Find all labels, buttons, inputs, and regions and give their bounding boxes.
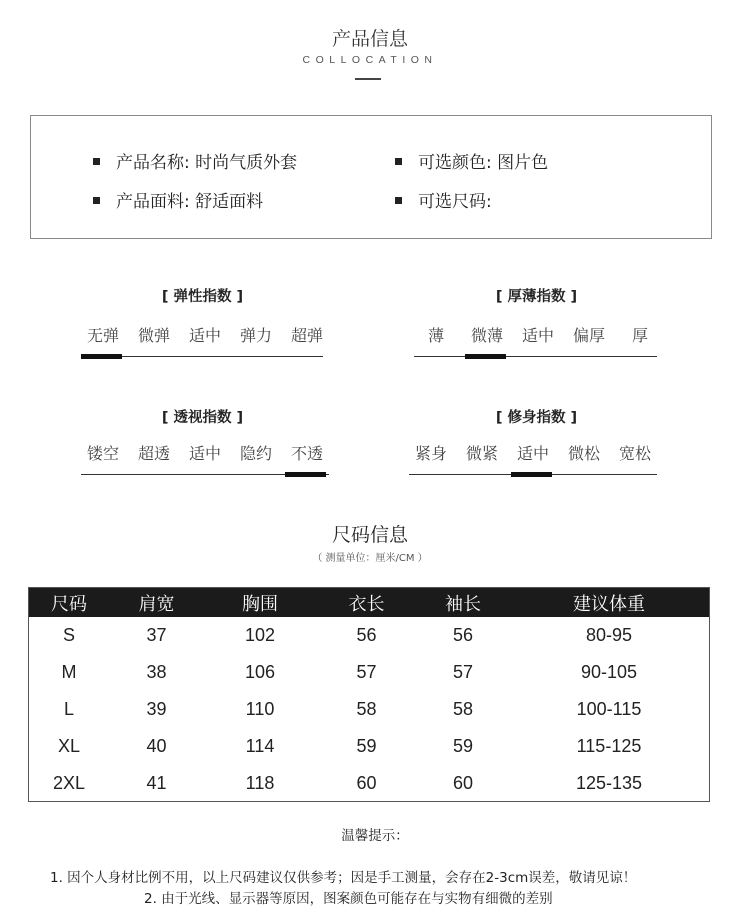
- table-cell: 39: [146, 699, 167, 719]
- index-title: [ 弹性指数 ]: [161, 289, 244, 305]
- table-cell: 2XL: [52, 773, 86, 793]
- index-block-fit: [414, 406, 659, 427]
- scale-label-thickness: 适中: [521, 326, 554, 345]
- scale-label-fit: 微松: [567, 444, 600, 463]
- scale-selected-marker-elasticity: [81, 354, 122, 359]
- table-cell: 80-95: [585, 625, 633, 645]
- table-row: [29, 728, 709, 765]
- scale-label-fit: 宽松: [618, 444, 651, 463]
- scale-label-transparency: 镂空: [86, 444, 119, 463]
- table-header-cell: 建议体重: [509, 588, 709, 617]
- table-cell: M: [61, 662, 77, 682]
- table-cell: 59: [356, 736, 377, 756]
- table-header-row: [29, 588, 709, 617]
- table-cell: 90-105: [580, 662, 638, 682]
- table-cell: 37: [146, 625, 167, 645]
- bullet-icon: [93, 197, 100, 204]
- product-colors-text: 可选颜色: 图片色: [418, 153, 549, 173]
- table-cell: 106: [244, 662, 276, 682]
- size-info-unit: （ 测量单位：厘米/CM ）: [312, 553, 428, 564]
- note-line-1: 1. 因个人身材比例不用，以上尺码建议仅供参考；因是手工测量，会存在2-3cm误差，敬请见谅！: [50, 870, 637, 886]
- table-cell: 115-125: [576, 736, 642, 756]
- table-cell: 56: [452, 625, 474, 645]
- scale-label-thickness: 微薄: [470, 326, 503, 345]
- table-cell: 57: [452, 662, 474, 682]
- table-header-cell: 胸围: [204, 588, 316, 617]
- scale-label-thickness: 厚: [631, 326, 648, 345]
- table-cell: 100-115: [576, 699, 642, 719]
- index-title: [ 修身指数 ]: [495, 410, 578, 426]
- scale-label-elasticity: 超弹: [290, 326, 323, 345]
- product-fabric-item: [93, 187, 263, 212]
- table-cell: 58: [356, 699, 377, 719]
- table-header-cell: 袖长: [417, 588, 509, 617]
- scale-label-transparency: 不透: [290, 444, 323, 463]
- scale-label-elasticity: 无弹: [86, 326, 119, 345]
- bullet-icon: [395, 158, 402, 165]
- table-cell: L: [63, 699, 74, 719]
- scale-line-thickness: [414, 356, 657, 357]
- product-sizes-text: 可选尺码:: [418, 192, 492, 212]
- table-cell: 114: [245, 736, 275, 756]
- table-cell: XL: [57, 736, 81, 756]
- scale-label-transparency: 适中: [188, 444, 221, 463]
- index-block-transparency: [80, 406, 325, 427]
- scale-label-thickness: 偏厚: [572, 326, 605, 345]
- notes-heading: 温馨提示：: [341, 828, 409, 844]
- size-table: [28, 587, 710, 802]
- index-title: [ 透视指数 ]: [161, 410, 244, 426]
- note-line-2: 2. 由于光线、显示器等原因，图案颜色可能存在与实物有细微的差别: [144, 891, 553, 907]
- scale-label-elasticity: 适中: [188, 326, 221, 345]
- table-cell: 110: [245, 699, 275, 719]
- product-name-text: 产品名称: 时尚气质外套: [116, 153, 298, 173]
- table-cell: 60: [356, 773, 377, 793]
- table-header-cell: 衣长: [316, 588, 417, 617]
- table-cell: 57: [356, 662, 377, 682]
- table-cell: 60: [452, 773, 474, 793]
- product-info-box: [30, 115, 712, 239]
- table-row: [29, 617, 709, 654]
- bullet-icon: [395, 197, 402, 204]
- table-cell: 125-135: [575, 773, 643, 793]
- scale-label-fit: 紧身: [414, 444, 447, 463]
- scale-label-thickness: 薄: [427, 326, 444, 345]
- product-name-item: [93, 148, 297, 173]
- scale-label-transparency: 隐约: [239, 444, 272, 463]
- product-sizes-item: [395, 187, 492, 212]
- size-info-title: 尺码信息: [331, 524, 408, 546]
- page-subtitle: COLLOCATION: [302, 54, 438, 66]
- bullet-icon: [93, 158, 100, 165]
- scale-selected-marker-thickness: [465, 354, 506, 359]
- table-cell: 118: [245, 773, 275, 793]
- table-cell: S: [62, 625, 75, 645]
- table-cell: 40: [146, 736, 167, 756]
- table-row: [29, 654, 709, 691]
- table-cell: 58: [452, 699, 474, 719]
- table-cell: 102: [244, 625, 276, 645]
- table-cell: 59: [452, 736, 474, 756]
- product-fabric-text: 产品面料: 舒适面料: [116, 192, 264, 212]
- scale-label-fit: 适中: [516, 444, 549, 463]
- table-header-cell: 尺码: [29, 588, 109, 617]
- scale-label-transparency: 超透: [137, 444, 170, 463]
- index-block-thickness: [414, 285, 659, 306]
- page-title: 产品信息: [331, 28, 408, 50]
- table-cell: 56: [356, 625, 377, 645]
- table-cell: 38: [146, 662, 167, 682]
- product-colors-item: [395, 148, 548, 173]
- index-block-elasticity: [80, 285, 325, 306]
- scale-label-fit: 微紧: [465, 444, 498, 463]
- table-cell: 41: [146, 773, 167, 793]
- table-header-cell: 肩宽: [109, 588, 204, 617]
- scale-selected-marker-fit: [511, 472, 552, 477]
- scale-label-elasticity: 弹力: [239, 326, 272, 345]
- scale-label-elasticity: 微弹: [137, 326, 170, 345]
- index-title: [ 厚薄指数 ]: [495, 289, 578, 305]
- table-row: [29, 765, 709, 802]
- scale-selected-marker-transparency: [285, 472, 326, 477]
- title-divider: [355, 78, 381, 80]
- table-row: [29, 691, 709, 728]
